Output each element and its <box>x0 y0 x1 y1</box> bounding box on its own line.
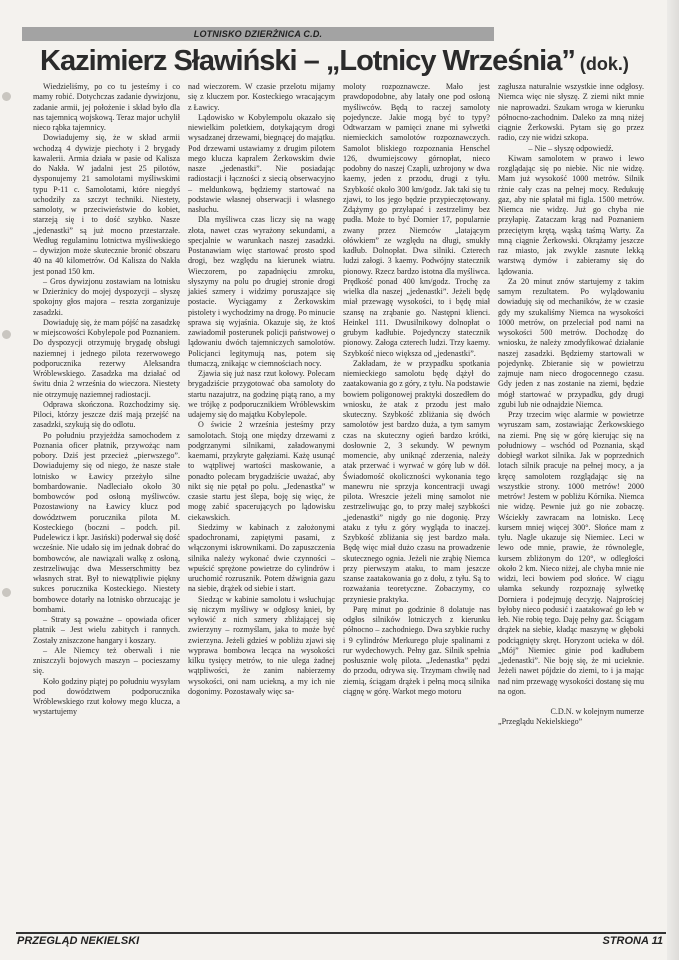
article-column-3 <box>343 82 490 728</box>
paragraph: Zakładam, że w przypadku spotkania niemieckiego samolotu będę dążył do zaatakowania go z góry, z tyłu. Na podstawie bowiem poligonowej praktyki doszedłem do wniosku, że atak z przodu jest mało skuteczny. Szybkość zbliżania się dwóch samolotów jest bardzo duża, a tym samym czas na skuteczny ogień bardzo krótki, dosłownie 2, 3 sekundy. W pewnym momencie, aby uniknąć zderzenia, należy atak przerwać i wyrwać w górę lub w dół. Świadomość okoliczności wykonania tego manewru nie sprzyja koncentracji uwagi pilota. Wreszcie jeżeli minę samolot nie zestrzeliwując go, to przy małej szybkości „jedenastki” nigdy go nie dogonię. Przy ataku z tyłu z góry wygląda to inaczej. Szybkość zbliżania się jest bardzo mała. Będę więc miał dużo czasu na prowadzenie skutecznego ognia. Jeżeli nie zrąbię Niemca przy pierwszym ataku, to mam jeszcze szanse zaatakowania go z dołu, z tyłu. Są to rozważania teoretyczne. Zobaczymy, co przyniesie praktyka. <box>343 358 490 604</box>
page-edge <box>667 0 679 960</box>
article-headline <box>40 45 640 81</box>
paragraph: Za 20 minut znów startujemy z takim samym rezultatem. Po wylądowaniu dowiaduję się od mechaników, że w czasie gdy my szukaliśmy Niemca na wysokości 1000 metrów, on przeleciał pod nami na wysokości 500 metrów. Dochodzę do wniosku, że należy zmodyfikować działanie naszej zasadzki. Będziemy startowali w pojedynkę. Zbieranie się w powietrzu zajmuje nam nieco drogocennego czasu. Gdy jeden z nas zostanie na ziemi, będzie mógł startować w przypadku, gdy drugi zgubi lub nie odnajdzie Niemca. <box>498 276 644 409</box>
continuation-note-line-1: C.D.N. w kolejnym numerze <box>550 707 644 716</box>
paragraph: Parę minut po godzinie 8 dolatuje nas odgłos silników lotniczych z kierunku północno – zachodniego. Dwa szybkie ruchy i 9 cylindrów Merkurego pluje spalinami z rur wydechowych. Pełny gaz. Silnik spełnia posłusznie wolę pilota. „Jedenastka” pędzi do przodu, odrywa się. Trzymam chwilę nad ziemią, ściągam drążek i pełną mocą silnika ciągnę w górę. Warkot mego motoru <box>343 604 490 696</box>
paragraph: – Straty są poważne – opowiada oficer płatnik – Jest wielu zabitych i rannych. Zostały zniszczone hangary i koszary. <box>33 615 180 645</box>
paragraph: Siedząc w kabinie samolotu i wsłuchując się niczym myśliwy w odgłosy kniei, by wyłowić z nich szmery zbliżającej się zwierzyny – rozmyślam, jaka to może być zwierzyna. Jeżeli gdzieś w pobliżu zjawi się wyprawa bombowa lecąca na wysokości kilku tysięcy metrów, to nie ulega żadnej wątpliwości, że zanim nabierzemy wysokości, oni nam uciekną, a my ich nie dogonimy. Pozostawały więc sa- <box>188 594 335 696</box>
paragraph: Koło godziny piątej po południu wysyłam pod dowództwem podporucznika Wróblewskiego rzut kołowy mego klucza, a wystartujemy <box>33 676 180 717</box>
publication-name: PRZEGLĄD NEKIELSKI <box>17 935 140 947</box>
binder-hole <box>2 92 11 101</box>
paragraph: Siedzimy w kabinach z założonymi spadochronami, zapiętymi pasami, z włączonymi iskrownikami. Do zapuszczenia silnika należy wykonać dwie czynności – wpuścić sprężone powietrze do cylindrów i uruchomić rozrusznik. Potem dźwignia gazu na siebie, drążek od siebie i start. <box>188 522 335 594</box>
paragraph: Odprawa skończona. Rozchodzimy się. Piloci, którzy jeszcze dziś mają przejść na zasadzki, szykują się do odlotu. <box>33 399 180 430</box>
section-header <box>22 27 494 41</box>
paragraph: Dowiadujemy się, że w skład armii wchodzą 4 dywizje piechoty i 2 brygady kawalerii. Armia działa w pasie od Kalisza do Nakła. W jadalni jest 25 pilotów, dysponujemy 21 samolotami myśliwskimi typu P-11 c. Samolotami, które niegdyś uchodziły za szczyt techniki. Niestety, samoloty, w przeciwieństwie do kobiet, starzeją się i to dość szybko. Nasze „jedenastki” są już mocno przestarzałe. Według regulaminu lotnictwa myśliwskiego – dywizjon może skutecznie bronić obszaru 40 na 40 kilometrów. Od Kalisza do Nakła jest ponad 150 km. <box>33 133 180 276</box>
paragraph: Po południu przyjeżdża samochodem z Poznania oficer płatnik, przywożąc nam pobory. Dziś jest przecież „pierwszego”. Dowiadujemy się od niego, że nasze stałe lotnisko w Ławicy przeżyło silne bombardowanie. Nadleciało około 30 bombowców pod osłoną myśliwców. Pozostawiony na Ławicy klucz pod dowództwem porucznika pilota M. Kosteckiego (boczni – podch. pil. Pudelewicz i kpr. Jasiński) poderwał się dość wcześnie. Nie udało się im jednak dobrać do bombowców, ale nawiązali walkę z osłoną, zestrzeliwując dwa Messerschmitty bez własnych strat. Był to niewątpliwie piękny sukces porucznika Kosteckiego. Niestety bombowce dotarły na lotnisko obrzucając je bombami. <box>33 430 180 614</box>
article-column-2 <box>188 82 335 728</box>
headline-suffix: (dok.) <box>574 54 629 74</box>
paragraph: – Ale Niemcy też oberwali i nie zniszczyli bojowych maszyn – pocieszamy się. <box>33 645 180 676</box>
paragraph: Dowiaduję się, że mam pójść na zasadzkę w miejscowości Kobylepole pod Poznaniem. Do dyspozycji otrzymuję brygadę obsługi naziemnej i jednego pilota rezerwowego podporucznika rezerwy Aleksandra Wróblewskiego. Zasadzka ma działać od świtu dnia 2 września do wieczora. Niestety nie otrzymuję naziemnej radiostacji. <box>33 317 180 399</box>
page-number: STRONA 11 <box>602 935 663 947</box>
paragraph: Przy trzecim więc alarmie w powietrze wyruszam sam, zostawiając Żerkowskiego na ziemi. Pnę się w górę kierując się na południowy – wschód od Poznania, skąd dobiegł warkot silnika. Jak w poprzednich lotach silnik pracuje na pełnej mocy, a ja kręcę samolotem rozglądając się na wszystkie strony. 1000 metrów! 2000 metrów! Jestem w pobliżu Kórnika. Niemca nie widzę. Pewnie już go nie zobaczę. Wściekły zawracam na lotnisko. Lecę kursem mniej więcej 300°. Słońce mam z tyłu. Nagle ukazuje się Niemiec. Leci w lewo ode mnie, prawie, że równolegle, kursem zbliżonym do 120°, w odległości około 2 km. Nieco niżej, ale chyba mnie nie widzi, leci bowiem pod słońce. W ciągu ułamka sekundy rozpoznaję sylwetkę Dorniera i podejmuję decyzję. Najprościej byłoby nieco podusić i zaatakować go łeb w łeb. Nie robię tego. Daję pełny gaz. Ściągam drążek na siebie, kładąc maszynę w głęboki podciągnięty skręt. Horyzont ucieka w dół. „Mój” Niemiec ginie pod kadłubem „jedenastki”. Nie boję się, że mi ucieknie. Jeżeli nawet pójdzie do ziemi, to i ja mając nad nim przewagę wysokości dostanę się mu na ogon. <box>498 410 644 696</box>
section-title: LOTNISKO DZIERŻNICA C.D. <box>193 29 323 39</box>
paragraph: Zjawia się już nasz rzut kołowy. Polecam brygadziście przygotować oba samoloty do startu nazajutrz, na godzinę piątą rano, a my we trójkę z podporucznikiem Wróblewskim udajemy się do majątku Kobylepole. <box>188 369 335 419</box>
paragraph: Wiedzieliśmy, po co tu jesteśmy i co mamy robić. Dotychczas zadanie dywizjonu, zadanie armii, jej położenie i skład było dla nas tajemnicą wojskową. Teraz major uchylił nieco rąbka tajemnicy. <box>33 82 180 132</box>
paragraph: O świcie 2 września jesteśmy przy samolotach. Stoją one między drzewami z podgrzanymi silnikami, załadowanymi kaemami, przykryte gałęziami. Każę usunąć to wątpliwej wartości maskowanie, a ponadto polecam brygadziście uważać, aby nikt się nie pętał po polu. „Jedenastka” w czasie startu jest ślepa, boję się więc, że mogę zabić spacerujących po lądowisku ciekawskich. <box>188 420 335 522</box>
paragraph: Lądowisko w Kobylempolu okazało się niewielkim poletkiem, dotykającym drogi wysadzanej drzewami, biegnącej do majątku. Pod drzewami ustawiamy z drugim pilotem mego klucza kapralem Żerkowskim dwie nasze „jedenastki”. Nie posiadając radiostacji i łączności z siecią obserwacyjno – meldunkową, będziemy startować na podstawie własnej obserwacji i własnego nasłuchu. <box>188 112 335 214</box>
paragraph: – Nie – słyszę odpowiedź. <box>528 143 614 153</box>
paragraph: zagłusza naturalnie wszystkie inne odgłosy. Niemca więc nie słyszę. Z ziemi nikt mnie nie naprowadzi. Szukam wroga w kierunku północno-zachodnim. Daleko za mną niżej ciągnie Żerkowski. Pytam się go przez radio, czy nie widzi szkopa. <box>498 82 644 143</box>
article-body <box>33 82 645 728</box>
continuation-note-line-2: „Przeglądu Nekielskiego” <box>498 717 583 727</box>
headline-main: Kazimierz Sławiński – „Lotnicy Września” <box>40 45 575 77</box>
footer-divider <box>16 932 666 934</box>
article-column-4 <box>498 82 644 728</box>
article-column-1 <box>33 82 180 728</box>
paragraph: – Gros dywizjonu zostawiam na lotnisku w Dzierżnicy do mojej dyspozycji – słyszę spokojny głos majora – reszta zorganizuje zasadzki. <box>33 276 180 317</box>
binder-hole <box>2 330 11 339</box>
paragraph: moloty rozpoznawcze. Mało jest prawdopodobne, aby latały one pod osłoną myśliwców. Będą to raczej samoloty pojedyncze. Jakie mogą być to typy? Odtwarzam w pamięci znane mi sylwetki niemieckich samolotów rozpoznawczych. Samolot bliskiego rozpoznania Henschel 126, dwumiejscowy górnopłat, nieco podobny do naszej Czapli, uzbrojony w dwa kaemy, jeden z przodu, drugi z tyłu. Szybkość około 300 km/godz. Jak taki się tu zjawi, to los jego będzie przypieczętowany. Zdążymy go przyłapać i zestrzelimy bez pudła. Może to być Dornier 17, popularnie zwany przez Niemców „latającym ołówkiem” ze względu na długi, smukły kadłub. Dolnopłat. Dwa silniki. Czterech ludzi załogi. 3 kaemy. Podwójny statecznik pionowy. Rzecz bardzo istotna dla myśliwca. Prędkość ponad 400 km/godz. Trochę za wielka dla naszej „jedenastki”. Jeżeli będę miał przewagę wysokości, to i będę miał szansę na zrąbanie go. Następni klienci. Heinkel 111. Dwusilnikowy dolnopłat o grubym kadłubie. Pojedynczy statecznik pionowy. Załoga czterech ludzi. Trzy kaemy. Szybkość nieco większa od „jedenastki”. <box>343 82 490 358</box>
binder-hole <box>2 588 11 597</box>
paragraph: Kiwam samolotem w prawo i lewo rozglądając się po niebie. Nic nie widzę. Mam już wysokość 1000 metrów. Silnik rżnie cały czas na pełnej mocy. Redukuję gaz, aby nie spłatał mi figla. 1500 metrów. Niemca nie widzę. Już go chyba nie przyłapię. Zataczam krąg nad Poznaniem przeciętym krętą, wąską taśmą Warty. Za mną ciągnie Żerkowski. Okrążamy jeszcze raz miasto, jak zwykle zasnute lekką warstwą dymów i zabieramy się do lądowania. <box>498 153 644 276</box>
paragraph: nad wieczorem. W czasie przelotu mijamy się z kluczem por. Kosteckiego wracającym z Ławicy. <box>188 82 335 112</box>
paragraph: Dla myśliwca czas liczy się na wagę złota, nawet czas wyrażony sekundami, a specjalnie w warunkach naszej zasadzki. Postanawiam więc startować prosto spod drogi, bez względu na kierunek wiatru. Wieczorem, po zapadnięciu zmroku, słyszymy na polu po drugiej stronie drogi jakieś szmery i widzimy poruszające się postacie. Wyciągamy z Żerkowskim pistolety i wychodzimy na drogę. Po minucie sprawa się wyjaśnia. Okazuje się, że ktoś zawiadomił posterunek policji państwowej o lądowaniu dwóch tajemniczych samolotów. Policjanci legitymują nas, potem się tłumaczą, znikając w ciemnościach nocy. <box>188 215 335 368</box>
